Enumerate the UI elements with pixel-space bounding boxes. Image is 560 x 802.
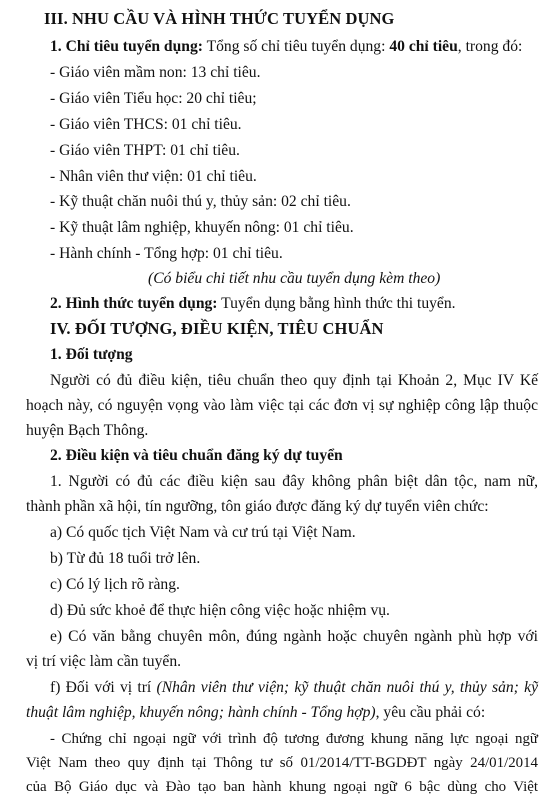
quota-total-line (50, 36, 538, 58)
quota-item: - Kỹ thuật chăn nuôi thú y, thủy sản: 02 chỉ tiêu. (50, 193, 351, 210)
condition-e-line: e) Có văn bằng chuyên môn, đúng ngành hoặc chuyên ngành phù hợp với (50, 628, 538, 645)
quota-text-a: Tổng số chỉ tiêu tuyển dụng: (202, 38, 390, 55)
quota-item: - Nhân viên thư viện: 01 chỉ tiêu. (50, 168, 257, 185)
quota-item: - Giáo viên THPT: 01 chỉ tiêu. (50, 142, 240, 159)
condition-f-positions-cont: thuật lâm nghiệp, khuyến nông; hành chính - Tổng hợp) (26, 704, 376, 721)
condition-f-positions: (Nhân viên thư viện; kỹ thuật chăn nuôi thú y, thủy sản; kỹ (156, 679, 538, 696)
quota-text-b: , trong đó: (457, 38, 523, 55)
quota-item: - Hành chính - Tổng hợp: 01 chỉ tiêu. (50, 245, 283, 262)
quota-item: - Giáo viên THCS: 01 chỉ tiêu. (50, 116, 242, 133)
condition-e-line: vị trí việc làm cần tuyển. (26, 653, 182, 670)
recruitment-form-text: Tuyển dụng bằng hình thức thi tuyển. (217, 295, 456, 312)
subject-heading: 1. Đối tượng (50, 346, 133, 363)
quota-item: - Giáo viên Tiểu học: 20 chỉ tiêu; (50, 90, 257, 107)
condition-f-line-2 (26, 702, 538, 724)
condition-f-label: f) Đối với vị trí (50, 679, 157, 696)
condition-f-requirement: , yêu cầu phải có: (375, 704, 486, 721)
recruitment-form-label: 2. Hình thức tuyển dụng: (50, 295, 218, 312)
quota-label: 1. Chỉ tiêu tuyển dụng: (50, 38, 203, 55)
conditions-intro-line: 1. Người có đủ các điều kiện sau đây không phân biệt dân tộc, nam nữ, (50, 473, 538, 490)
conditions-heading: 2. Điều kiện và tiêu chuẩn đăng ký dự tuyển (50, 447, 343, 464)
quota-item: - Kỹ thuật lâm nghiệp, khuyến nông: 01 chỉ tiêu. (50, 219, 354, 236)
condition-item: d) Đủ sức khoẻ để thực hiện công việc hoặc nhiệm vụ. (50, 602, 390, 619)
section-3-heading: III. NHU CẦU VÀ HÌNH THỨC TUYỂN DỤNG (44, 9, 395, 28)
language-line: - Chứng chỉ ngoại ngữ với trình độ tương đương khung năng lực ngoại ngữ (50, 731, 538, 747)
language-line: của Bộ Giáo dục và Đào tạo ban hành khung ngoại ngữ 6 bậc dùng cho Việt (26, 779, 538, 795)
subject-line: Người có đủ điều kiện, tiêu chuẩn theo quy định tại Khoản 2, Mục IV Kế (50, 372, 538, 389)
quota-item: - Giáo viên mầm non: 13 chỉ tiêu. (50, 64, 261, 81)
condition-item: c) Có lý lịch rõ ràng. (50, 576, 180, 593)
condition-f-line-1 (50, 677, 538, 699)
subject-line: huyện Bạch Thông. (26, 422, 149, 439)
recruitment-form-line (50, 293, 538, 315)
quota-count: 40 chỉ tiêu (389, 38, 458, 55)
condition-item: b) Từ đủ 18 tuổi trở lên. (50, 550, 201, 567)
conditions-intro-line: thành phần xã hội, tín ngưỡng, tôn giáo được đăng ký dự tuyển viên chức: (26, 498, 489, 515)
subject-line: hoạch này, có nguyện vọng vào làm việc tại các đơn vị sự nghiệp công lập thuộc (26, 397, 538, 414)
quota-note: (Có biểu chi tiết nhu cầu tuyển dụng kèm theo) (148, 270, 441, 287)
condition-item: a) Có quốc tịch Việt Nam và cư trú tại Việt Nam. (50, 524, 356, 541)
language-line: Việt Nam theo quy định tại Thông tư số 01/2014/TT-BGDĐT ngày 24/01/2014 (26, 755, 538, 771)
section-4-heading: IV. ĐỐI TƯỢNG, ĐIỀU KIỆN, TIÊU CHUẨN (50, 319, 384, 338)
